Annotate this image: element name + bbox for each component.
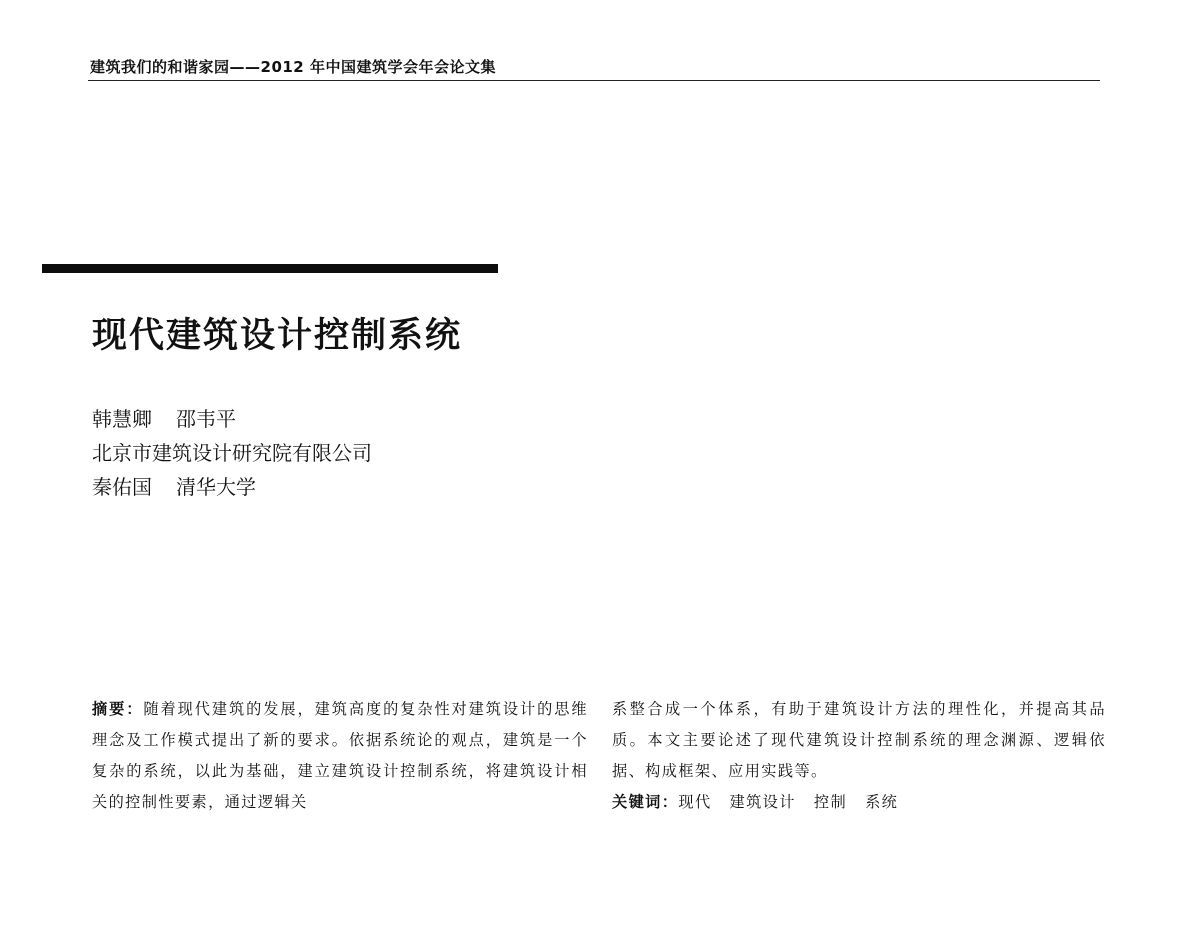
keyword: 系统: [865, 793, 899, 811]
author-line-1: [92, 402, 372, 436]
abstract-right-column: [612, 694, 1106, 818]
keywords-label: 关键词：: [612, 793, 679, 811]
keyword: 控制: [813, 793, 848, 811]
authors-block: [92, 402, 372, 504]
author-affiliation: 清华大学: [176, 475, 256, 499]
author-line-3: [92, 470, 372, 504]
abstract-label: 摘要：: [92, 700, 144, 718]
title-bar: [42, 264, 498, 273]
abstract-text-right: 系整合成一个体系，有助于建筑设计方法的理性化，并提高其品质。本文主要论述了现代建筑设计控制系统的理念渊源、逻辑依据、构成框架、应用实践等。: [612, 700, 1106, 780]
keyword: 现代: [678, 793, 712, 811]
header-rule: [88, 80, 1100, 81]
keyword: 建筑设计: [729, 793, 796, 811]
author-name: 秦佑国: [92, 475, 152, 499]
author-name: 韩慧卿: [92, 407, 152, 431]
author-affiliation: 北京市建筑设计研究院有限公司: [92, 441, 372, 465]
paper-title: 现代建筑设计控制系统: [92, 316, 463, 356]
abstract-text-left: 随着现代建筑的发展，建筑高度的复杂性对建筑设计的思维理念及工作模式提出了新的要求。依据系统论的观点，建筑是一个复杂的系统，以此为基础，建立建筑设计控制系统，将建筑设计相关的控制性要素，通过逻辑关: [92, 700, 589, 811]
keywords: [612, 787, 1106, 818]
abstract-left-column: [92, 694, 588, 818]
running-head: 建筑我们的和谐家园——2012 年中国建筑学会年会论文集: [90, 58, 496, 76]
author-name: 邵韦平: [176, 407, 236, 431]
